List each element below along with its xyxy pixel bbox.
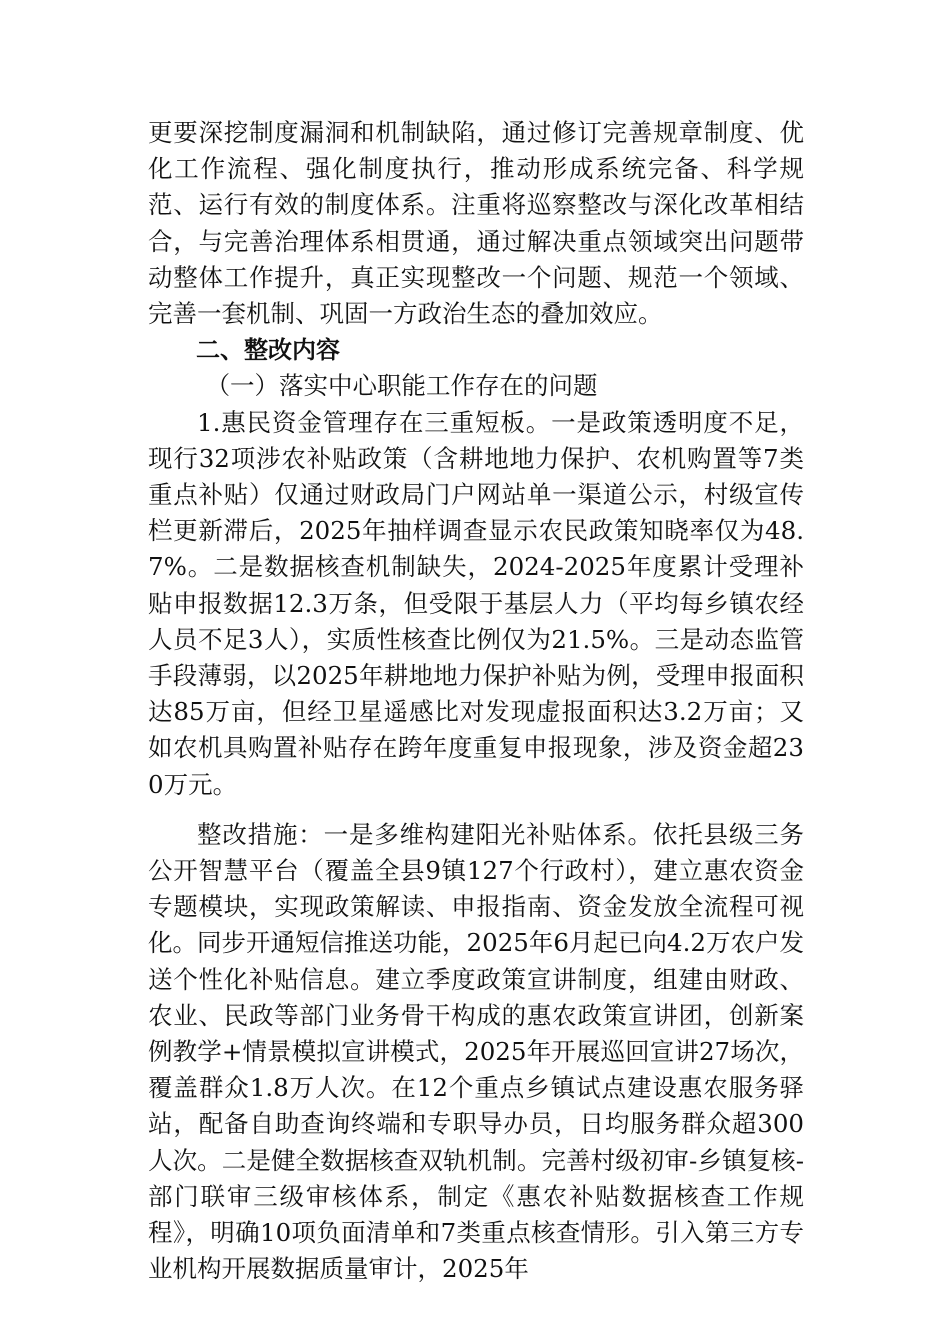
document-page — [148, 115, 804, 1288]
subsection-heading: （一）落实中心职能工作存在的问题 — [205, 371, 598, 401]
section-heading: 二、整改内容 — [196, 336, 340, 365]
paragraph-measures: 整改措施：一是多维构建阳光补贴体系。依托县级三务公开智慧平台（覆盖全县9镇127个行政村），建立惠农资金专题模块，实现政策解读、申报指南、资金发放全流程可视化。同步开通短信推送功能，2025年6月起已向4.2万农户发送个性化补贴信息。建立季度政策宣讲制度，组建由财政、农业、民政等部门业务骨干构成的惠农政策宣讲团，创新案例教学+情景模拟宣讲模式，2025年开展巡回宣讲27场次，覆盖群众1.8万人次。在12个重点乡镇试点建设惠农服务驿站，配备自助查询终端和专职导办员，日均服务群众超300人次。二是健全数据核查双轨机制。完善村级初审-乡镇复核-部门联审三级审核体系，制定《惠农补贴数据核查工作规程》，明确10项负面清单和7类重点核查情形。引入第三方专业机构开展数据质量审计，2025年 — [148, 819, 804, 1284]
paragraph-issue-1: 1.惠民资金管理存在三重短板。一是政策透明度不足，现行32项涉农补贴政策（含耕地地力保护、农机购置等7类重点补贴）仅通过财政局门户网站单一渠道公示，村级宣传栏更新滞后，2025年抽样调查显示农民政策知晓率仅为48.7%。二是数据核查机制缺失，2024-2025年度累计受理补贴申报数据12.3万条，但受限于基层人力（平均每乡镇农经人员不足3人），实质性核查比例仅为21.5%。三是动态监管手段薄弱，以2025年耕地地力保护补贴为例，受理申报面积达85万亩，但经卫星遥感比对发现虚报面积达3.2万亩；又如农机具购置补贴存在跨年度重复申报现象，涉及资金超230万元。 — [148, 407, 804, 799]
paragraph-intro: 更要深挖制度漏洞和机制缺陷，通过修订完善规章制度、优化工作流程、强化制度执行，推动形成系统完备、科学规范、运行有效的制度体系。注重将巡察整改与深化改革相结合，与完善治理体系相贯通，通过解决重点领域突出问题带动整体工作提升，真正实现整改一个问题、规范一个领域、完善一套机制、巩固一方政治生态的叠加效应。 — [148, 118, 804, 329]
